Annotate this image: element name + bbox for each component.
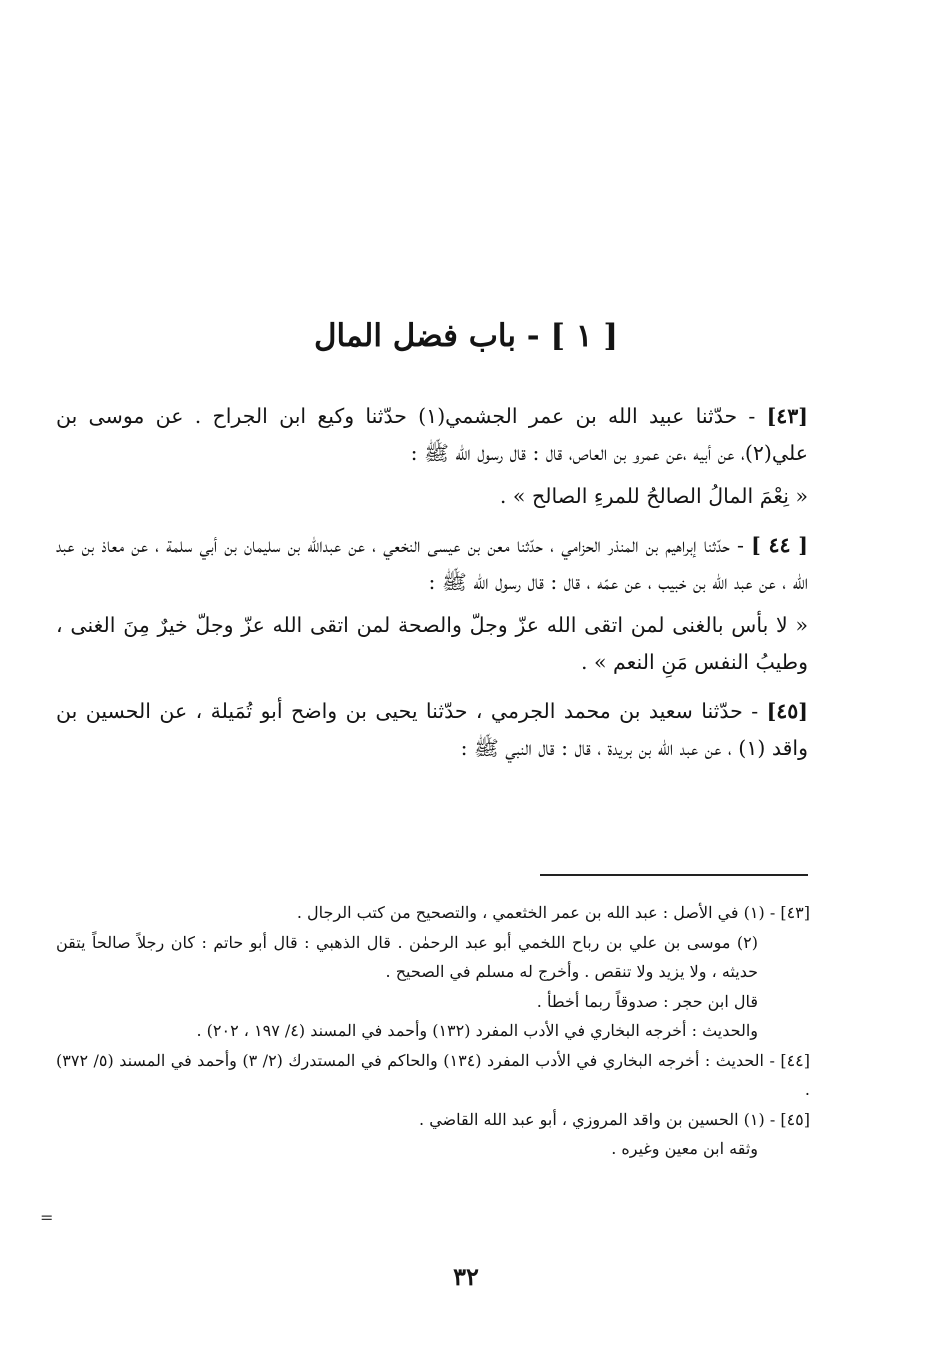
hadith-isnad: - حدّثنا إبراهيم بن المنذر الحزامي ، حدّثنا معن بن عيسى النخعي ، عن عبدالله بن سليمان بن أبي سلمة ، عن معاذ بن عبد الله ، عن عبد الله بن خبيب ، عن عمّه ، قال : قال رسول الله ﷺ : — [56, 533, 808, 594]
hadith-matn: « نِعْمَ المالُ الصالحُ للمرءِ الصالح » . — [499, 484, 808, 508]
hadith-45 — [56, 693, 808, 767]
footnote-line: [٤٣] - (١) في الأصل : عبد الله بن عمر الخثعمي ، والتصحيح من كتب الرجال . — [296, 903, 810, 922]
hadith-isnad: - حدّثنا عبيد الله بن عمر الجشمي(١) حدّثنا وكيع ابن الجراح . عن موسى بن علي(٢)، عن أبيه ،عن عمرو بن العاص، قال : قال رسول الله ﷺ : — [56, 404, 808, 465]
page-number: ٣٢ — [453, 1262, 479, 1291]
chapter-heading: [ ١ ] - باب فضل المال — [313, 318, 618, 354]
hadith-isnad: - حدّثنا سعيد بن محمد الجرمي ، حدّثنا يحيى بن واضح أبو تُمَيلة ، عن الحسين بن واقد (١) ، عن عبد الله بن بريدة ، قال : قال النبي ﷺ : — [56, 699, 808, 760]
footnote-line: [٤٤] - الحديث : أخرجه البخاري في الأدب المفرد (١٣٤) والحاكم في المستدرك (٢/ ٣) وأحمد في المسند (٥/ ٣٧٢) . — [56, 1050, 811, 1099]
footnotes — [56, 898, 810, 1164]
hadith-number: [٤٣] — [766, 404, 808, 428]
footnote-line: [٤٥] - (١) الحسين بن واقد المروزي ، أبو عبد الله القاضي . — [419, 1109, 810, 1129]
footnote-line: وثقه ابن معين وغيره . — [611, 1139, 758, 1158]
hadith-44 — [56, 527, 808, 601]
margin-mark: = — [40, 1208, 54, 1227]
footnote-divider — [540, 874, 808, 876]
footnote-line: قال ابن حجر : صدوقاً ربما أخطأ . — [536, 991, 758, 1011]
footnote-line: (٢) موسى بن علي بن رباح اللخمي أبو عبد الرحمٰن . قال الذهبي : قال أبو حاتم : كان رجلاً صالحاً يتقن حديثه ، ولا يزيد ولا تنقص . وأخرج له مسلم في الصحيح . — [56, 932, 758, 981]
hadith-number: [ ٤٤ ] — [751, 533, 809, 557]
hadith-number: [٤٥] — [766, 699, 808, 723]
footnote-line: والحديث : أخرجه البخاري في الأدب المفرد (١٣٢) وأحمد في المسند (٤/ ١٩٧ ، ٢٠٢) . — [196, 1021, 758, 1040]
hadith-43 — [56, 398, 808, 472]
hadith-matn: « لا بأس بالغنى لمن اتقى الله عزّ وجلّ والصحة لمن اتقى الله عزّ وجلّ خيرٌ مِنَ الغنى ، وطيبُ النفس مَنِ النعم » . — [56, 613, 808, 674]
hadith-body — [56, 398, 808, 779]
